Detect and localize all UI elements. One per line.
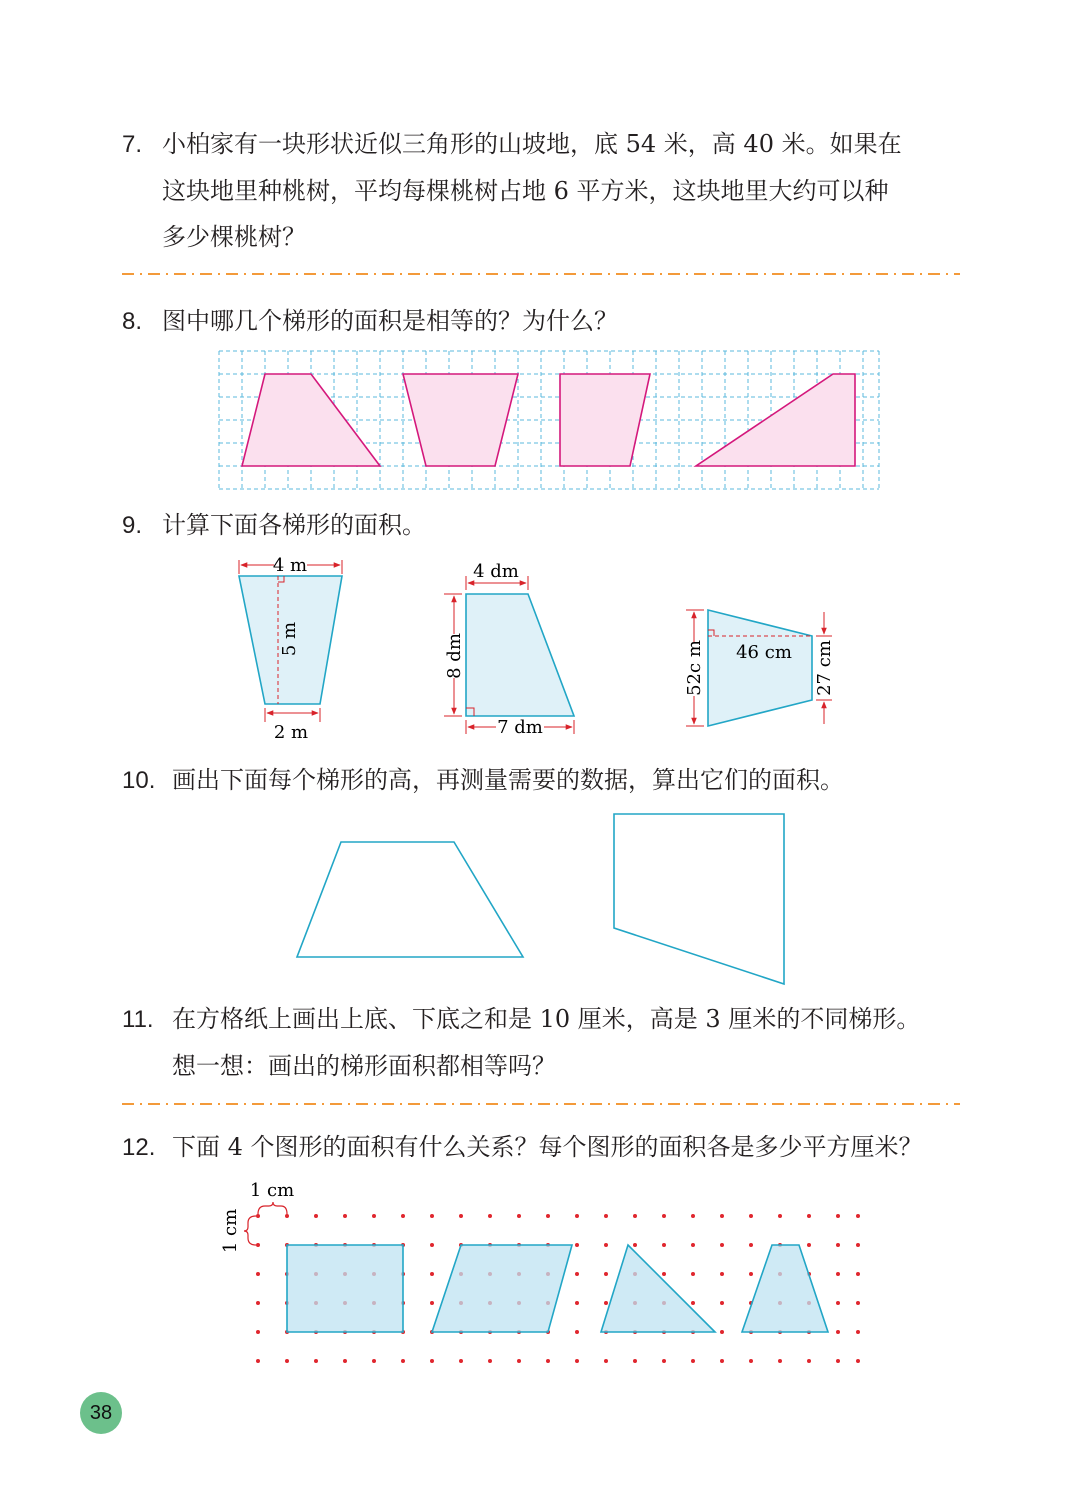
- question-10: [122, 757, 844, 804]
- unit-brace-vertical: [244, 1216, 256, 1245]
- section-divider: [122, 272, 960, 276]
- page-number-badge: 38: [80, 1392, 122, 1434]
- question-7: [122, 121, 902, 260]
- trapezoid-fig-1: [239, 555, 342, 743]
- trapezoid-shape: [742, 1245, 828, 1332]
- triangle-shape: [601, 1245, 715, 1332]
- trapezoid-fig-2: [444, 561, 574, 738]
- question-text: 下面 4 个图形的面积有什么关系？每个图形的面积各是多少平方厘米？: [172, 1133, 923, 1161]
- question-text-line: 小柏家有一块形状近似三角形的山坡地，底 54 米，高 40 米。如果在: [162, 130, 902, 158]
- dimension-label: 2 m: [273, 722, 309, 743]
- question-number: 11.: [122, 1006, 154, 1033]
- parallelogram-shape: [432, 1245, 572, 1332]
- trapezoid-c: [560, 374, 650, 466]
- question-number: 12.: [122, 1134, 156, 1161]
- unit-label-horizontal: 1 cm: [249, 1180, 295, 1201]
- question-text-line: 在方格纸上画出上底、下底之和是 10 厘米，高是 3 厘米的不同梯形。: [172, 1005, 921, 1033]
- rectangle-shape: [287, 1245, 403, 1332]
- question-12: [122, 1124, 923, 1171]
- question-text: 图中哪几个梯形的面积是相等的？为什么？: [162, 307, 618, 335]
- trapezoid-outline-2: [614, 814, 784, 984]
- trapezoid-b: [403, 374, 518, 466]
- unit-label-vertical: 1 cm: [220, 1208, 241, 1254]
- trapezoid-dimension-figures: [200, 550, 900, 750]
- question-number: 9.: [122, 512, 143, 539]
- question-text: 画出下面每个梯形的高，再测量需要的数据，算出它们的面积。: [172, 766, 844, 794]
- question-text-line: 这块地里种桃树，平均每棵桃树占地 6 平方米，这块地里大约可以种: [162, 177, 889, 205]
- dimension-label: 8 dm: [444, 633, 465, 679]
- trapezoid-grid-figure: [218, 350, 880, 490]
- dimension-label: 52c m: [684, 640, 705, 696]
- trapezoid-fig-3: [684, 610, 835, 726]
- question-9: [122, 502, 426, 549]
- dimension-label: 7 dm: [497, 717, 543, 738]
- dimension-label: 46 cm: [736, 642, 792, 663]
- unit-brace-horizontal: [258, 1202, 287, 1214]
- question-11: [122, 996, 920, 1089]
- question-text: 计算下面各梯形的面积。: [162, 511, 426, 539]
- section-divider: [122, 1102, 960, 1106]
- question-8: [122, 298, 618, 345]
- dimension-label: 4 m: [272, 555, 308, 576]
- trapezoid-outline-1: [297, 842, 523, 957]
- question-number: 8.: [122, 308, 143, 335]
- trapezoid-outline-figures: [290, 808, 800, 990]
- question-text-line: 多少棵桃树？: [162, 223, 306, 251]
- question-text-line: 想一想：画出的梯形面积都相等吗？: [172, 1052, 556, 1080]
- dimension-label: 5 m: [279, 621, 300, 657]
- dimension-label: 27 cm: [814, 640, 835, 696]
- question-number: 7.: [122, 131, 143, 158]
- question-number: 10.: [122, 767, 156, 794]
- dimension-label: 4 dm: [473, 561, 519, 582]
- dot-grid-figure: [215, 1176, 875, 1376]
